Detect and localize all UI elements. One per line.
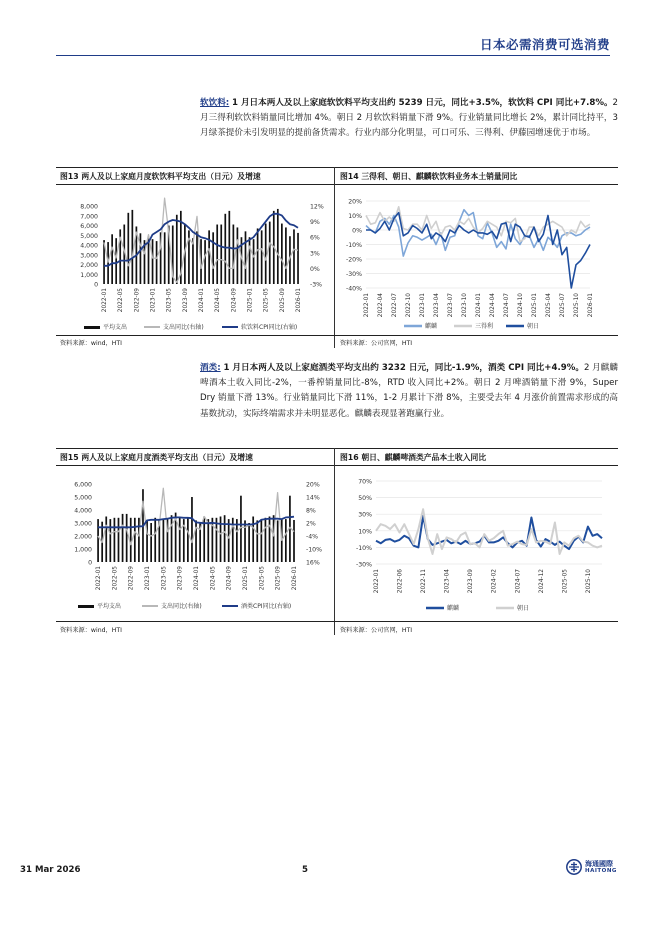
y-right-tick-label: -10% bbox=[306, 546, 322, 554]
legend-label-asahi: 朝日 bbox=[527, 323, 540, 330]
x-tick-label: 2025-05 bbox=[259, 566, 266, 591]
bar bbox=[134, 518, 136, 562]
bar bbox=[228, 519, 230, 562]
x-tick-label: 2024-01 bbox=[476, 293, 482, 318]
bar bbox=[150, 523, 152, 562]
fig15-title: 图15 两人及以上家庭月度酒类平均支出（日元）及增速 bbox=[60, 453, 253, 462]
y-tick-label: 20% bbox=[348, 198, 362, 206]
y-tick-label: 0% bbox=[352, 227, 362, 235]
x-tick-label: 2025-10 bbox=[574, 293, 580, 318]
bar bbox=[176, 215, 178, 284]
bar bbox=[127, 213, 129, 284]
x-tick-label: 2025-01 bbox=[247, 288, 254, 313]
bar bbox=[97, 519, 99, 562]
y-right-tick-label: 16% bbox=[306, 559, 320, 567]
x-tick-label: 2023-09 bbox=[468, 569, 475, 594]
legend-label-yoy: 支出同比(右轴) bbox=[163, 324, 204, 331]
y-tick-label: -20% bbox=[346, 256, 362, 264]
x-tick-label: 2023-01 bbox=[420, 293, 426, 318]
legend-label-yoy: 支出同比(右轴) bbox=[161, 603, 202, 610]
x-tick-label: 2025-10 bbox=[585, 569, 592, 594]
x-tick-label: 2024-05 bbox=[210, 566, 217, 591]
y-left-tick-label: 8,000 bbox=[80, 203, 98, 211]
bar bbox=[253, 239, 255, 284]
bar bbox=[216, 518, 218, 562]
y-tick-label: -10% bbox=[356, 544, 372, 552]
bar bbox=[236, 519, 238, 562]
bar bbox=[293, 520, 295, 562]
bar bbox=[152, 239, 154, 284]
bar bbox=[122, 514, 124, 562]
x-tick-label: 2022-11 bbox=[421, 569, 428, 594]
bar bbox=[195, 520, 197, 562]
bar bbox=[140, 233, 142, 284]
logo-en-text: HAITONG bbox=[585, 867, 617, 874]
y-left-tick-label: 2,000 bbox=[74, 533, 92, 541]
x-tick-label: 2023-09 bbox=[177, 566, 184, 591]
x-tick-label: 2024-02 bbox=[491, 569, 498, 594]
bar bbox=[192, 238, 194, 284]
bar bbox=[191, 497, 193, 562]
x-tick-label: 2022-10 bbox=[406, 293, 412, 318]
bar bbox=[293, 229, 295, 284]
x-tick-label: 2023-04 bbox=[434, 293, 440, 318]
y-left-tick-label: 1,000 bbox=[74, 546, 92, 554]
bar bbox=[269, 222, 271, 284]
fig13-chart bbox=[56, 186, 334, 334]
bar bbox=[207, 519, 209, 562]
x-tick-label: 2025-09 bbox=[279, 288, 286, 313]
fig-row2-title-rule bbox=[56, 465, 618, 466]
bar bbox=[111, 234, 113, 284]
fig-row2-bottom-rule bbox=[56, 621, 618, 622]
y-tick-label: -10% bbox=[346, 242, 362, 249]
x-tick-label: 2022-01 bbox=[96, 566, 103, 591]
y-tick-label: 50% bbox=[358, 495, 372, 503]
y-right-tick-label: 3% bbox=[310, 250, 320, 258]
bar bbox=[224, 515, 226, 562]
soft-drink-lead: 1 月日本两人及以上家庭软饮料平均支出约 5239 日元，同比+3.5%，软饮料 CPI 同比+7.8%。 bbox=[231, 98, 613, 108]
bar bbox=[248, 523, 250, 562]
x-tick-label: 2023-07 bbox=[448, 293, 454, 318]
y-right-tick-label: 12% bbox=[310, 203, 324, 211]
bar bbox=[256, 520, 258, 562]
fig15-chart bbox=[56, 467, 334, 620]
x-tick-label: 2023-10 bbox=[462, 293, 468, 318]
x-tick-label: 2022-09 bbox=[134, 288, 141, 313]
x-tick-label: 2025-01 bbox=[532, 293, 538, 318]
y-right-tick-label: 2% bbox=[306, 520, 316, 528]
page-number: 5 bbox=[302, 865, 308, 875]
y-tick-label: 30% bbox=[358, 511, 372, 519]
y-right-tick-label: 8% bbox=[306, 507, 316, 515]
bar bbox=[130, 518, 132, 562]
x-tick-label: 2023-05 bbox=[166, 288, 173, 313]
y-right-tick-label: -4% bbox=[306, 533, 319, 541]
bar bbox=[233, 225, 235, 284]
legend-label-cpi: 软饮料CPI同比(右轴) bbox=[241, 324, 298, 331]
soft-drink-paragraph bbox=[200, 96, 618, 142]
soft-drink-keyword: 软饮料: bbox=[200, 98, 230, 108]
x-tick-label: 2024-09 bbox=[226, 566, 233, 591]
bar bbox=[109, 519, 111, 562]
x-tick-label: 2022-05 bbox=[112, 566, 119, 591]
bar bbox=[171, 515, 173, 562]
y-left-tick-label: 5,000 bbox=[74, 494, 92, 502]
bar bbox=[156, 241, 158, 284]
bar bbox=[237, 227, 239, 284]
x-tick-label: 2022-05 bbox=[118, 288, 125, 313]
bar bbox=[114, 518, 116, 562]
fig13-title: 图13 两人及以上家庭月度软饮料平均支出（日元）及增速 bbox=[60, 172, 261, 181]
fig16-chart bbox=[336, 467, 618, 620]
y-right-tick-label: 6% bbox=[310, 234, 320, 242]
y-left-tick-label: 4,000 bbox=[80, 242, 98, 250]
y-tick-label: -40% bbox=[346, 285, 362, 293]
bar bbox=[187, 518, 189, 562]
x-tick-label: 2025-05 bbox=[562, 569, 569, 594]
bar bbox=[164, 232, 166, 284]
bar bbox=[131, 210, 133, 284]
x-tick-label: 2026-01 bbox=[295, 288, 302, 313]
y-tick-label: -30% bbox=[346, 271, 362, 278]
fig13-source: 资料来源：wind，HTI bbox=[60, 340, 123, 347]
bar bbox=[285, 227, 287, 284]
y-left-tick-label: 3,000 bbox=[80, 252, 98, 260]
report-header-title: 日本必需消费可选消费 bbox=[479, 37, 610, 52]
x-tick-label: 2025-09 bbox=[275, 566, 282, 591]
legend-label-bar: 平均支出 bbox=[103, 324, 128, 331]
bar bbox=[224, 214, 226, 284]
x-tick-label: 2024-05 bbox=[215, 288, 222, 313]
x-tick-label: 2023-01 bbox=[150, 288, 157, 313]
fig-row2-top-rule bbox=[56, 448, 618, 449]
bar bbox=[260, 519, 262, 562]
legend-label-asahi: 朝日 bbox=[517, 605, 530, 612]
bar bbox=[285, 519, 287, 562]
y-left-tick-label: 0 bbox=[88, 559, 92, 567]
x-tick-label: 2024-01 bbox=[194, 566, 200, 591]
y-left-tick-label: 0 bbox=[94, 281, 98, 289]
y-right-tick-label: 0% bbox=[310, 265, 320, 273]
x-tick-label: 2024-12 bbox=[538, 569, 545, 594]
header-rule bbox=[56, 55, 610, 56]
fig16-title: 图16 朝日、麒麟啤酒类产品本土收入同比 bbox=[340, 453, 487, 462]
bar bbox=[273, 515, 275, 562]
x-tick-label: 2023-01 bbox=[145, 566, 152, 591]
y-left-tick-label: 7,000 bbox=[80, 213, 98, 221]
bar bbox=[265, 224, 267, 284]
alcohol-paragraph bbox=[200, 361, 618, 422]
fig15-source: 资料来源：wind，HTI bbox=[60, 627, 123, 634]
bar bbox=[208, 230, 210, 284]
fig16-source: 资料来源：公司官网，HTI bbox=[340, 627, 413, 634]
legend-swatch-bar bbox=[78, 605, 94, 608]
bar bbox=[249, 237, 251, 284]
y-left-tick-label: 5,000 bbox=[80, 232, 98, 240]
bar bbox=[118, 518, 120, 562]
bar bbox=[105, 517, 107, 563]
x-tick-label: 2026-01 bbox=[291, 566, 298, 591]
footer-date: 31 Mar 2026 bbox=[20, 865, 81, 875]
x-tick-label: 2023-09 bbox=[182, 288, 189, 313]
x-tick-label: 2022-01 bbox=[374, 569, 380, 594]
bar bbox=[204, 240, 206, 284]
y-left-tick-label: 6,000 bbox=[80, 223, 98, 230]
y-right-tick-label: 20% bbox=[306, 481, 320, 489]
x-tick-label: 2024-09 bbox=[231, 288, 238, 313]
fig-row2-divider bbox=[334, 448, 335, 635]
logo-cn-text: 海通國際 bbox=[585, 859, 613, 868]
x-tick-label: 2024-01 bbox=[199, 288, 205, 313]
bar bbox=[216, 225, 218, 284]
bar bbox=[154, 518, 156, 562]
x-tick-label: 2026-01 bbox=[588, 293, 594, 318]
bar bbox=[220, 225, 222, 284]
x-tick-label: 2023-05 bbox=[161, 566, 168, 591]
soft-drink-body: 2 月三得利软饮料销量同比增加 4%。朝日 2 月软饮料销量下滑 9%。行业销量同比增长 2%，累计同比持平，3 月绿茶提价未引发明显的提前备货需求。行业内部分化明显，可口可乐、三得利、伊藤园增速优于市场。 bbox=[200, 98, 619, 139]
x-tick-label: 2025-05 bbox=[263, 288, 270, 313]
fig14-source: 资料来源：公司官网，HTI bbox=[340, 340, 413, 347]
bar bbox=[126, 514, 128, 562]
x-tick-label: 2024-04 bbox=[490, 293, 496, 318]
bar bbox=[297, 233, 299, 284]
bar bbox=[257, 228, 259, 284]
x-tick-label: 2023-04 bbox=[444, 569, 451, 594]
haitong-logo-icon bbox=[566, 859, 582, 875]
y-right-tick-label: 14% bbox=[306, 494, 320, 502]
bar bbox=[212, 232, 214, 284]
fig-row1-bottom-rule bbox=[56, 335, 618, 336]
legend-label-suntory: 三得利 bbox=[475, 323, 494, 330]
bar bbox=[277, 520, 279, 562]
legend-label-bar: 平均支出 bbox=[97, 603, 122, 610]
bar bbox=[179, 518, 181, 562]
bar bbox=[269, 517, 271, 563]
fig-row1-top-rule bbox=[56, 167, 618, 168]
y-tick-label: -30% bbox=[356, 561, 372, 569]
y-left-tick-label: 1,000 bbox=[80, 271, 98, 279]
bar bbox=[265, 518, 267, 562]
legend-label-kirin: 麒麟 bbox=[425, 323, 438, 330]
y-right-tick-label: 9% bbox=[310, 219, 320, 227]
x-tick-label: 2024-10 bbox=[518, 293, 524, 318]
fig14-chart bbox=[336, 186, 618, 334]
legend-label-kirin: 麒麟 bbox=[447, 605, 460, 612]
alcohol-keyword: 酒类: bbox=[200, 363, 221, 373]
x-tick-label: 2025-07 bbox=[560, 293, 566, 318]
x-tick-label: 2022-04 bbox=[378, 293, 384, 318]
x-tick-label: 2022-01 bbox=[364, 293, 370, 318]
fig14-title: 图14 三得利、朝日、麒麟软饮料业务本土销量同比 bbox=[340, 172, 518, 181]
alcohol-body: 2 月麒麟啤酒本土收入同比-2%，一番榨销量同比-8%，RTD 收入同比+2%。朝日 2 月啤酒销量下滑 9%，Super Dry 销量下滑 13%。行业销量同比下滑 11%，1-2 月累计下滑 8%，主要受去年 4 月涨价前置需求形成的高基数扰动，实际终端需求并未明显恶化。麒麟表现显著跑赢行业。 bbox=[200, 363, 619, 419]
y-tick-label: 10% bbox=[348, 213, 362, 220]
bar bbox=[277, 209, 279, 284]
bar bbox=[115, 238, 117, 284]
y-left-tick-label: 6,000 bbox=[74, 481, 92, 489]
y-left-tick-label: 4,000 bbox=[74, 507, 92, 515]
y-left-tick-label: 3,000 bbox=[74, 520, 92, 528]
bar bbox=[163, 519, 165, 562]
x-tick-label: 2025-01 bbox=[242, 566, 249, 591]
fig-row1-title-rule bbox=[56, 184, 618, 185]
bar bbox=[107, 242, 109, 284]
bar bbox=[196, 231, 198, 284]
x-tick-label: 2024-07 bbox=[515, 569, 522, 594]
haitong-logo bbox=[566, 859, 617, 875]
legend-swatch-bar bbox=[84, 326, 100, 329]
bar bbox=[281, 224, 283, 284]
y-right-tick-label: -3% bbox=[310, 281, 323, 289]
bar bbox=[261, 230, 263, 284]
x-tick-label: 2024-07 bbox=[504, 293, 510, 318]
x-tick-label: 2025-04 bbox=[546, 293, 552, 318]
x-tick-label: 2022-06 bbox=[397, 569, 404, 594]
y-left-tick-label: 2,000 bbox=[80, 262, 98, 269]
fig-row1-divider bbox=[334, 167, 335, 348]
x-tick-label: 2022-01 bbox=[102, 288, 109, 313]
legend-label-cpi: 酒类CPI同比(右轴) bbox=[241, 603, 292, 610]
bar bbox=[138, 518, 140, 562]
bar bbox=[245, 231, 247, 284]
x-tick-label: 2022-09 bbox=[128, 566, 135, 591]
alcohol-lead: 1 月日本两人及以上家庭酒类平均支出约 3232 日元，同比-1.9%，酒类 CPI 同比+4.9%。 bbox=[223, 363, 584, 373]
y-tick-label: 10% bbox=[358, 528, 372, 536]
y-tick-label: 70% bbox=[358, 478, 372, 486]
x-tick-label: 2022-07 bbox=[392, 293, 398, 318]
